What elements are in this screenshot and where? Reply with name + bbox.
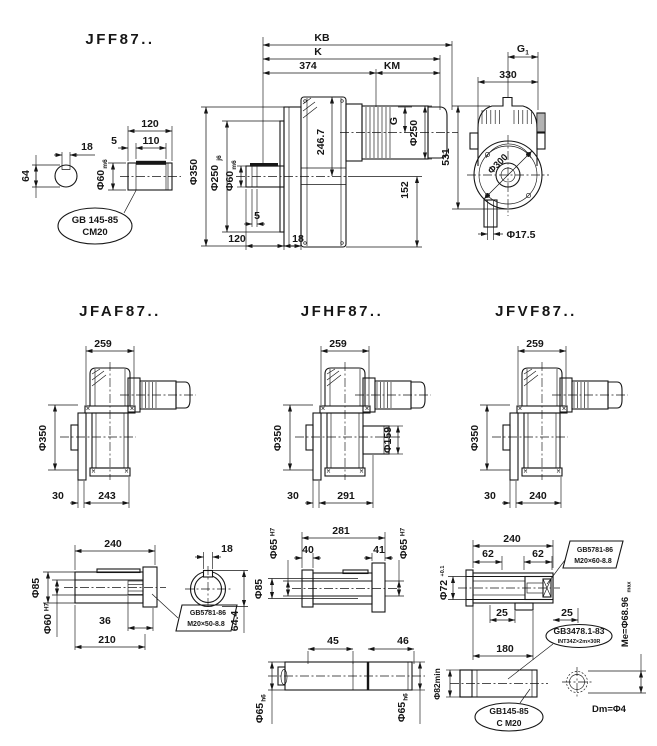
jfaf-view (37, 303, 196, 508)
dim-shaft-dia-tol: m6 (102, 159, 109, 169)
jfaf-dim-top: 259 (94, 338, 112, 350)
sd-callout-line2: M20×60-8.8 (574, 558, 612, 565)
h60-dim-bore-tol: H7 (43, 602, 51, 612)
jfhf-dim-stub: Φ159 (382, 426, 394, 454)
sd-dim-bore-tol: +0.1 (440, 565, 446, 577)
jfhf-title: JFHF87.. (300, 303, 384, 320)
hollow-shaft-65 (253, 525, 425, 724)
sd-dim-me: Me=Φ68.96 (620, 596, 631, 648)
dim-330: 330 (499, 69, 517, 81)
h65-dim-40: 40 (302, 544, 314, 556)
thread-callout-line2: CM20 (82, 227, 108, 238)
jff-shaft-end-view (20, 141, 95, 198)
jfaf-dim-b1: 30 (52, 490, 64, 502)
dim-18: 18 (292, 233, 304, 245)
sd-dim-me-suffix: max (626, 581, 633, 593)
jfhf-dim-b2: 291 (337, 490, 355, 502)
dim-246-7: 246.7 (315, 128, 327, 156)
h65-dim-bore-left: Φ65 (268, 538, 280, 560)
jfvf-dim-flange: Φ350 (469, 424, 481, 452)
jff-title: JFF87.. (85, 31, 155, 48)
h65-dim-solid-left: Φ65 (254, 702, 266, 724)
sd-dim-25a: 25 (496, 607, 508, 619)
jfvf-dim-top: 259 (526, 338, 544, 350)
sd-dim-62b: 62 (532, 548, 544, 560)
h60-dim-keyh: 64.4 (229, 610, 241, 632)
h60-dim-od: Φ85 (30, 577, 42, 599)
dim-k: K (314, 46, 322, 58)
sd-callout-line1: GB5781-86 (576, 547, 614, 554)
dim-motor-dia: Φ250 (408, 119, 420, 147)
dim-foot-hole: Φ17.5 (506, 229, 536, 241)
dim-shaft-dia: Φ60 (95, 169, 107, 191)
dim-152: 152 (399, 181, 411, 199)
dim-key-width: 18 (81, 141, 93, 153)
jfvf-title: JFVF87.. (495, 303, 577, 320)
dim-kb: KB (314, 32, 330, 44)
sd-dim-82min: Φ82min (432, 668, 442, 700)
h65-dim-41: 41 (373, 544, 385, 556)
thread-callout-bubble (58, 208, 132, 244)
jfaf-dim-b2: 243 (98, 490, 116, 502)
h65-dim-bore-right: Φ65 (398, 538, 410, 560)
h65-dim-solid-left-tol: h6 (260, 694, 268, 702)
sd-dim-dm: Dm=Φ4 (592, 704, 626, 715)
h65-dim-bore-right-tol: H7 (399, 527, 407, 537)
jfvf-dim-b1: 30 (484, 490, 496, 502)
jff-side-view (188, 32, 458, 250)
jfaf-dim-flange: Φ350 (37, 424, 49, 452)
dim-shaft-length: 120 (141, 118, 159, 130)
dim-g: G (388, 116, 400, 126)
hollow-shaft-60 (30, 538, 248, 650)
dim-g1: G (516, 43, 526, 55)
h65-dim-solid-right-tol: h6 (402, 693, 410, 701)
shrink-disc-shaft (432, 533, 646, 731)
jfaf-title: JFAF87.. (79, 303, 161, 320)
dim-spigot-tol: j6 (216, 155, 223, 161)
h60-callout-line2: M20×50-8.8 (187, 621, 225, 628)
dim-5: 5 (254, 210, 260, 222)
dim-gap: 5 (111, 135, 117, 147)
sd-dim-len: 240 (503, 533, 521, 545)
jfhf-dim-b1: 30 (287, 490, 299, 502)
h65-dim-len: 281 (332, 525, 350, 537)
dim-km: KM (383, 60, 401, 72)
h60-dim-len: 240 (104, 538, 122, 550)
sd-dim-bore: Φ72 (438, 579, 450, 601)
jff-shaft-side-detail (58, 118, 181, 244)
jfvf-dim-b2: 240 (529, 490, 547, 502)
jff-front-view (440, 43, 549, 241)
h60-dim-thread: 36 (99, 615, 111, 627)
dim-bolt-circle: Φ300 (485, 151, 511, 177)
dim-spigot-dia: Φ250 (209, 164, 221, 192)
dim-374: 374 (299, 60, 317, 72)
h65-dim-46: 46 (397, 635, 409, 647)
sd-spline-line1: GB3478.1-83 (553, 626, 605, 636)
dim-shaft-od: 64 (20, 170, 32, 182)
dim-120: 120 (228, 233, 246, 245)
dim-g1-sub: 1 (525, 49, 529, 57)
h65-dim-bore-left-tol: H7 (269, 527, 277, 537)
thread-callout-line1: GB 145-85 (71, 215, 119, 226)
dim-shaft-tol2: m6 (231, 160, 238, 170)
sd-nut-line1: GB145-85 (489, 706, 529, 716)
h60-callout-line1: GB5781-86 (189, 610, 227, 617)
jfhf-view (272, 303, 431, 508)
sd-dim-180: 180 (496, 643, 514, 655)
h65-dim-45: 45 (327, 635, 339, 647)
jfvf-view (469, 303, 628, 508)
dim-flange-dia: Φ350 (188, 158, 200, 186)
jfhf-dim-top: 259 (329, 338, 347, 350)
h60-dim-bore: Φ60 (42, 613, 54, 635)
h60-dim-hub: 210 (98, 634, 116, 646)
sd-dim-62a: 62 (482, 548, 494, 560)
dim-531: 531 (440, 148, 452, 166)
h65-dim-mid: Φ85 (253, 578, 265, 600)
jfhf-dim-flange: Φ350 (272, 424, 284, 452)
sd-dim-25b: 25 (561, 607, 573, 619)
dim-shaft-dia2: Φ60 (224, 170, 236, 192)
sd-nut-line2: C M20 (496, 718, 522, 728)
h65-dim-solid-right: Φ65 (396, 701, 408, 723)
dim-key-length: 110 (142, 135, 160, 147)
sd-spline-line2: INT34Z×2m×30R (557, 639, 601, 645)
h60-dim-keyw: 18 (221, 543, 233, 555)
